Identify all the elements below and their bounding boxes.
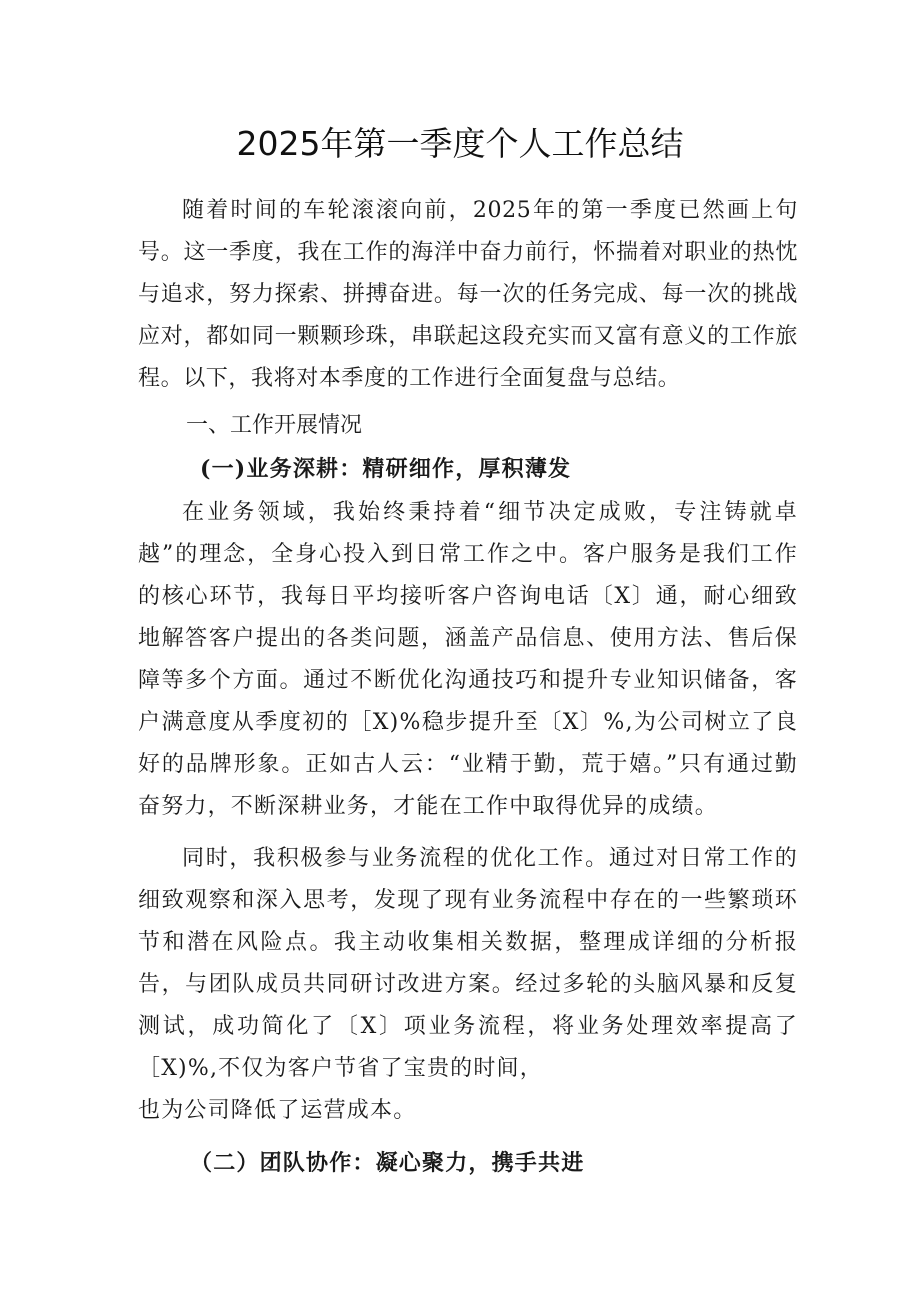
business-paragraph-1: 在业务领域，我始终秉持着“细节决定成败，专注铸就卓越”的理念，全身心投入到日常工作之中。客户服务是我们工作的核心环节，我每日平均接听客户咨询电话〔X〕通，耐心细致地解答客户提出的各类问题，涵盖产品信息、使用方法、售后保障等多个方面。通过不断优化沟通技巧和提升专业知识储备，客户满意度从季度初的［X)%稳步提升至〔X〕%,为公司树立了良好的品牌形象。正如古人云：“业精于勤，荒于嬉。”只有通过勤奋努力，不断深耕业务，才能在工作中取得优异的成绩。 <box>138 500 798 819</box>
intro-paragraph: 随着时间的车轮滚滚向前，2025年的第一季度已然画上句号。这一季度，我在工作的海洋中奋力前行，怀揣着对职业的热忱与追求，努力探索、拼搏奋进。每一次的任务完成、每一次的挑战应对，都如同一颗颗珍珠，串联起这段充实而又富有意义的工作旅程。以下，我将对本季度的工作进行全面复盘与总结。 <box>138 198 798 391</box>
subsection-heading-teamwork: （二）团队协作：凝心聚力，携手共进 <box>190 1150 585 1176</box>
subsection-heading-business: (一)业务深耕：精研细作，厚积薄发 <box>200 456 572 482</box>
section-heading-work-progress: 一、工作开展情况 <box>186 413 363 438</box>
business-paragraph-2: 同时，我积极参与业务流程的优化工作。通过对日常工作的细致观察和深入思考，发现了现有业务流程中存在的一些繁琐环节和潜在风险点。我主动收集相关数据，整理成详细的分析报告，与团队成员共同研讨改进方案。经过多轮的头脑风暴和反复测试，成功简化了〔X〕项业务流程，将业务处理效率提高了［X)%,不仅为客户节省了宝贵的时间， <box>138 846 798 1081</box>
business-paragraph-2-tail: 也为公司降低了运营成本。 <box>138 1098 417 1123</box>
document-title: 2025年第一季度个人工作总结 <box>236 124 684 163</box>
